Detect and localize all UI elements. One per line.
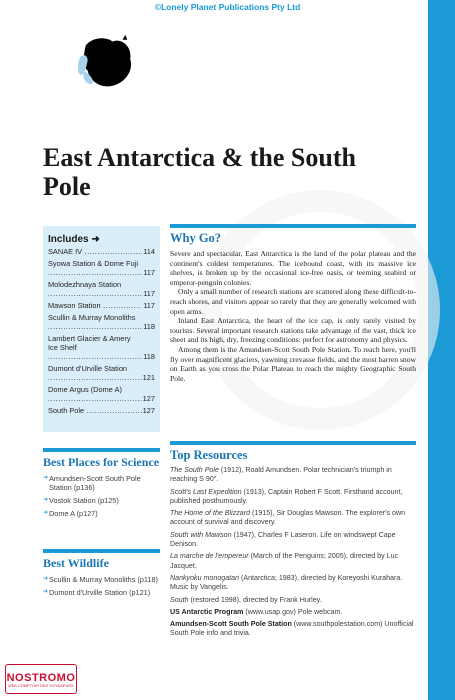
best-science-section: [43, 448, 160, 522]
includes-item[interactable]: Dome Argus (Dome A) ..... 127: [48, 385, 155, 403]
antarctica-locator-map: [78, 32, 136, 90]
nostromo-stamp-logo: NOSTROMO WEB COMPTOIR DES VOYAGEURS: [5, 664, 77, 694]
resource-item: The Home of the Blizzard (1915), Sir Douglas Mawson. The explorer's own account of survival and discovery.: [170, 509, 406, 527]
best-science-item[interactable]: ➜ Amundsen-Scott South Pole Station (p136): [43, 474, 160, 492]
resource-item: Scott's Last Expedition (1913), Captain Robert F Scott. Firsthand account, published posthumously.: [170, 487, 403, 505]
includes-item[interactable]: Dumont d'Urville Station ..... 121: [48, 364, 155, 382]
top-resources-section: [170, 441, 416, 642]
includes-item[interactable]: Molodezhnaya Station ..... 117: [48, 280, 155, 298]
best-wildlife-section: [43, 549, 160, 601]
includes-item[interactable]: SANAE IV ..... 114: [48, 247, 155, 256]
includes-item[interactable]: Mawson Station ..... 117: [48, 301, 155, 310]
section-rule: [43, 549, 160, 553]
resource-item: South (restored 1998), directed by Frank Hurley.: [170, 595, 322, 604]
best-science-item[interactable]: ➜ Dome A (p127): [43, 509, 160, 518]
best-wildlife-item[interactable]: ➜ Scullin & Murray Monoliths (p118): [43, 575, 160, 584]
section-rule: [170, 441, 416, 445]
best-science-heading: Best Places for Science: [43, 455, 160, 469]
copyright-notice: ©Lonely Planet Publications Pty Ltd: [154, 2, 301, 12]
resource-item: The South Pole (1912), Roald Amundsen. Polar technician's triumph in reaching S 90°.: [170, 466, 392, 484]
why-go-paragraph: Inland East Antarctica, the heart of the ice cap, is only rarely visited by tourists. Several important research stations take advantage of the vast, thick ice sheet and its high, dry, freezing conditions: perfect for astronomy and physics.: [170, 316, 416, 345]
best-wildlife-heading: Best Wildlife: [43, 556, 109, 570]
resource-item[interactable]: US Antarctic Program (www.usap.gov) Pole webcam.: [170, 607, 343, 616]
why-go-paragraph: Only a small number of research stations are scattered along these difficult-to-reach shores, and visitors appear so rarely that they are generally welcomed with open arms.: [170, 287, 416, 316]
why-go-section: [170, 224, 416, 383]
section-rule: [43, 448, 160, 452]
resource-item: La marche de l'empereur (March of the Penguins; 2005), directed by Luc Jacquet.: [170, 552, 399, 570]
why-go-paragraph: Among them is the Amundsen-Scott South Pole Station. To reach here, you'll fly over magnificent glaciers, yawning crevasse fields, and the most barren snow on Earth as you cross the Polar Plateau to reach the mighty Geographic South Pole.: [170, 344, 416, 383]
chapter-title: East Antarctica & the South Pole: [43, 143, 356, 201]
top-resources-heading: Top Resources: [170, 448, 248, 462]
includes-heading: Includes ➜: [48, 234, 100, 245]
why-go-heading: Why Go?: [170, 231, 222, 245]
resource-item: Nankyoku monogatari (Antarctica; 1983), directed by Koreyoshi Kurahara. Music by Vangelis.: [170, 573, 403, 592]
resource-item: South with Mawson (1947), Charles F Laseron. Life on windswept Cape Denison.: [170, 530, 396, 549]
best-science-item[interactable]: ➜ Vostok Station (p125): [43, 496, 160, 505]
resource-item[interactable]: Amundsen-Scott South Pole Station (www.southpolestation.com) Unofficial South Pole info and trivia.: [170, 620, 414, 638]
includes-item[interactable]: South Pole ..... 127: [48, 406, 155, 415]
includes-box: [43, 226, 160, 432]
includes-item[interactable]: Syowa Station & Dome Fuji ..... 117: [48, 259, 155, 277]
section-rule: [170, 224, 416, 228]
includes-item[interactable]: Scullin & Murray Monoliths ..... 118: [48, 313, 155, 331]
why-go-paragraph: Severe and spectacular, East Antarctica is the land of the polar plateau and the continent's coldest temperatures. The icebound coast, with its massive ice shelves, is broken up by the occasional ice-free oasis, or teeming seabird or emperor-penguin colonies.: [170, 249, 416, 287]
best-wildlife-item[interactable]: ➜ Dumont d'Urville Station (p121): [43, 588, 160, 597]
includes-item[interactable]: Lambert Glacier & Amery Ice Shelf ..... 118: [48, 334, 155, 361]
